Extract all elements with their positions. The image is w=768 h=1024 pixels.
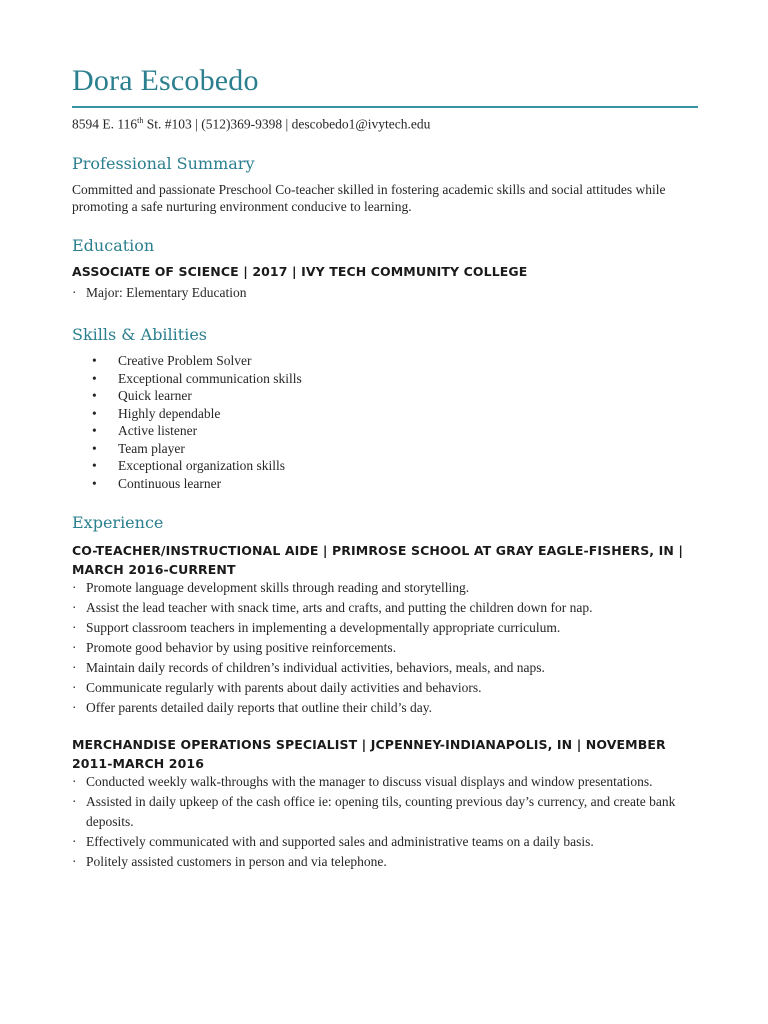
skills-list bbox=[72, 352, 302, 492]
header-divider bbox=[72, 106, 698, 108]
skill-item bbox=[72, 422, 302, 440]
bullet-icon: • bbox=[92, 475, 97, 491]
list-item bbox=[72, 638, 702, 658]
list-item bbox=[72, 658, 702, 678]
skill-item bbox=[72, 457, 302, 475]
skill-item bbox=[72, 440, 302, 458]
duty-text: Support classroom teachers in implementing a developmentally appropriate curriculum. bbox=[86, 620, 561, 635]
skills-heading: Skills & Abilities bbox=[72, 325, 208, 344]
list-item bbox=[72, 852, 702, 872]
duty-text: Promote good behavior by using positive reinforcements. bbox=[86, 640, 397, 655]
bullet-icon: · bbox=[72, 834, 77, 849]
skill-text: Exceptional organization skills bbox=[118, 458, 285, 473]
skill-text: Continuous learner bbox=[118, 475, 222, 491]
bullet-icon: • bbox=[92, 423, 97, 438]
list-item bbox=[72, 578, 702, 598]
bullet-icon: · bbox=[72, 794, 77, 809]
bullet-icon: • bbox=[92, 405, 97, 421]
education-heading: Education bbox=[72, 236, 155, 255]
job-duties bbox=[72, 578, 702, 718]
job-duties bbox=[72, 772, 702, 872]
contact-address-ordinal: th bbox=[137, 116, 144, 125]
duty-text: Maintain daily records of children’s individual activities, behaviors, meals, and naps. bbox=[86, 660, 545, 675]
bullet-icon: · bbox=[72, 620, 77, 635]
duty-text: Assisted in daily upkeep of the cash office ie: opening tils, counting previous day’s currency, and create bank deposits. bbox=[86, 794, 676, 829]
skill-item bbox=[72, 387, 302, 405]
skill-text: Team player bbox=[118, 440, 185, 456]
duty-text: Communicate regularly with parents about daily activities and behaviors. bbox=[86, 680, 482, 695]
education-degree: ASSOCIATE OF SCIENCE | 2017 | IVY TECH COMMUNITY COLLEGE bbox=[72, 264, 528, 279]
bullet-icon: · bbox=[72, 640, 77, 655]
bullet-icon: • bbox=[92, 458, 97, 473]
bullet-icon: • bbox=[92, 388, 97, 403]
bullet-icon: · bbox=[72, 285, 77, 300]
list-item bbox=[72, 618, 702, 638]
duty-text: Effectively communicated with and supported sales and administrative teams on a daily basis. bbox=[86, 834, 594, 849]
bullet-icon: · bbox=[72, 580, 77, 595]
bullet-icon: • bbox=[92, 353, 97, 368]
job-title: MERCHANDISE OPERATIONS SPECIALIST | JCPENNEY-INDIANAPOLIS, IN | NOVEMBER 2011-MARCH 2016 bbox=[72, 737, 666, 771]
list-item bbox=[72, 283, 702, 303]
list-item bbox=[72, 678, 702, 698]
skill-item bbox=[72, 352, 302, 370]
contact-address-start: 8594 E. 116 bbox=[72, 116, 138, 132]
education-details bbox=[72, 283, 702, 303]
summary-text: Committed and passionate Preschool Co-teacher skilled in fostering academic skills and social attitudes while promoting a safe nurturing environment conducive to learning. bbox=[72, 182, 666, 214]
list-item bbox=[72, 598, 702, 618]
contact-line bbox=[72, 116, 430, 133]
bullet-icon: • bbox=[92, 370, 97, 386]
bullet-icon: · bbox=[72, 660, 77, 675]
skill-text: Creative Problem Solver bbox=[118, 353, 252, 368]
duty-text: Offer parents detailed daily reports that outline their child’s day. bbox=[86, 700, 433, 715]
skill-text: Exceptional communication skills bbox=[118, 370, 302, 386]
bullet-icon: · bbox=[72, 680, 77, 695]
bullet-icon: · bbox=[72, 854, 77, 869]
summary-heading: Professional Summary bbox=[72, 154, 255, 173]
duty-text: Conducted weekly walk-throughs with the manager to discuss visual displays and window presentations. bbox=[86, 774, 653, 789]
skill-item bbox=[72, 475, 302, 493]
duty-text: Politely assisted customers in person and via telephone. bbox=[86, 854, 387, 869]
skill-text: Active listener bbox=[118, 423, 198, 438]
bullet-icon: · bbox=[72, 774, 77, 789]
list-item bbox=[72, 698, 702, 718]
job-title: CO-TEACHER/INSTRUCTIONAL AIDE | PRIMROSE SCHOOL AT GRAY EAGLE-FISHERS, IN | MARCH 2016-CURRENT bbox=[72, 543, 684, 577]
candidate-name: Dora Escobedo bbox=[72, 64, 259, 97]
contact-address-rest: St. #103 | (512)369-9398 | descobedo1@ivytech.edu bbox=[143, 116, 431, 132]
skill-text: Highly dependable bbox=[118, 405, 221, 421]
education-detail-text: Major: Elementary Education bbox=[86, 285, 247, 300]
duty-text: Promote language development skills through reading and storytelling. bbox=[86, 580, 470, 595]
experience-heading: Experience bbox=[72, 513, 164, 532]
skill-text: Quick learner bbox=[118, 388, 192, 403]
bullet-icon: • bbox=[92, 440, 97, 456]
bullet-icon: · bbox=[72, 600, 77, 615]
skill-item bbox=[72, 370, 302, 388]
list-item bbox=[72, 772, 702, 792]
list-item bbox=[72, 792, 702, 832]
skill-item bbox=[72, 405, 302, 423]
list-item bbox=[72, 832, 702, 852]
duty-text: Assist the lead teacher with snack time, arts and crafts, and putting the children down for nap. bbox=[86, 600, 593, 615]
bullet-icon: · bbox=[72, 700, 77, 715]
